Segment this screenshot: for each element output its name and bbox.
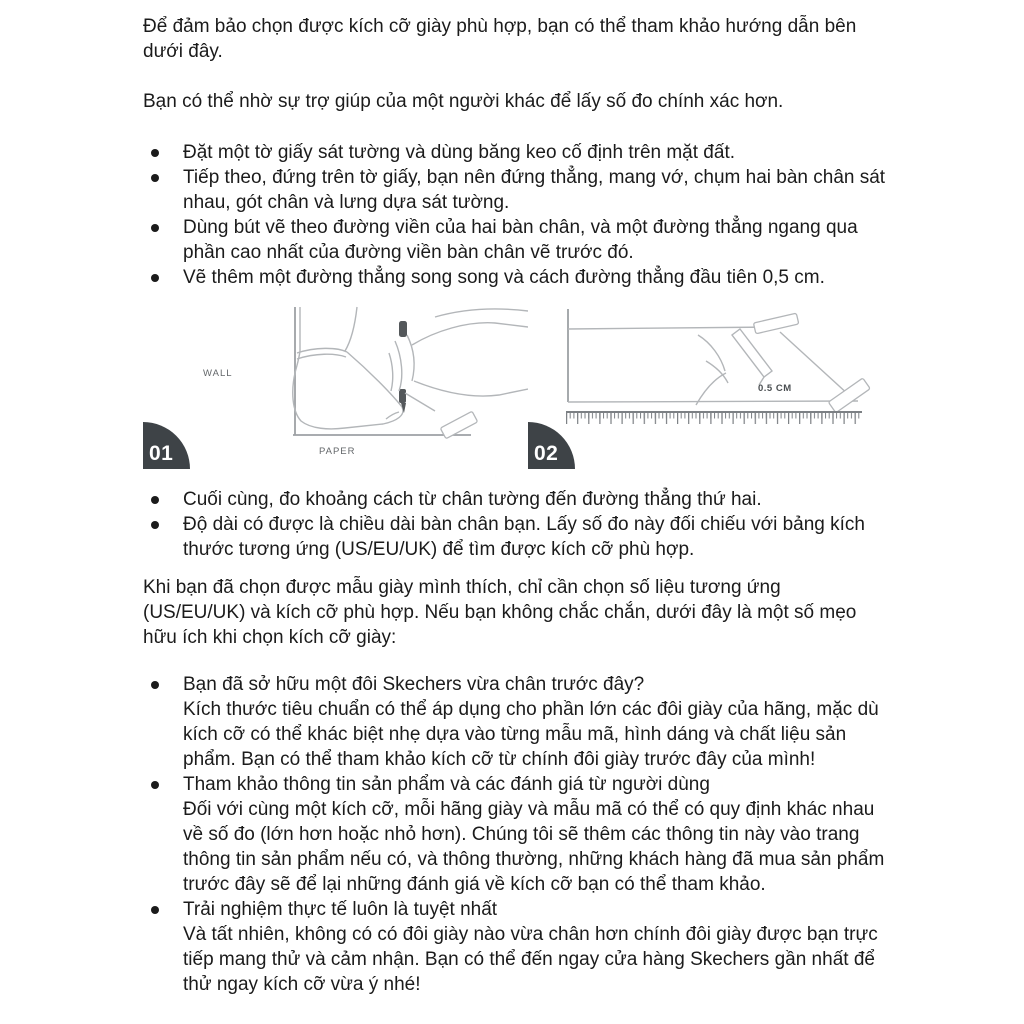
pen-icon [399,321,407,337]
bullet-icon [151,781,159,789]
bullet-icon [151,906,159,914]
tip-body: Kích thước tiêu chuẩn có thể áp dụng cho phần lớn các đôi giày của hãng, mặc dù kích cỡ có thể khác biệt nhẹ dựa vào từng mẫu mã, hình dáng và chất liệu sản phẩm. Bạn có thể tham khảo kích cỡ từ chính đôi giày trước đây của mình! [183,699,879,770]
step-text: Vẽ thêm một đường thẳng song song và cách đường thẳng đầu tiên 0,5 cm. [183,267,825,288]
step-item [143,265,888,290]
bullet-icon [151,224,159,232]
tip-title: Trải nghiệm thực tế luôn là tuyệt nhất [183,899,498,920]
results-list [143,487,888,562]
tip-title: Tham khảo thông tin sản phẩm và các đánh giá từ người dùng [183,774,710,795]
step-text: Dùng bút vẽ theo đường viền của hai bàn chân, và một đường thẳng ngang qua phần cao nhất của đường viền bàn chân vẽ trước đó. [183,217,858,263]
tip-body: Và tất nhiên, không có có đôi giày nào vừa chân hơn chính đôi giày được bạn trực tiếp mang thử và cảm nhận. Bạn có thể đến ngay cửa hàng Skechers gần nhất để thử ngay kích cỡ vừa ý nhé! [183,924,878,995]
tip-body: Đối với cùng một kích cỡ, mỗi hãng giày và mẫu mã có thể có quy định khác nhau về số đo (lớn hơn hoặc nhỏ hơn). Chúng tôi sẽ thêm các thông tin này vào trang thông tin sản phẩm nếu có, và thông thường, những khách hàng đã mua sản phẩm trước đây sẽ để lại những đánh giá về kích cỡ bạn có thể tham khảo. [183,799,885,895]
result-item [143,487,888,512]
result-text: Độ dài có được là chiều dài bàn chân bạn. Lấy số đo này đối chiếu với bảng kích thước tương ứng (US/EU/UK) để tìm được kích cỡ phù hợp. [183,514,865,560]
bullet-icon [151,496,159,504]
bullet-icon [151,521,159,529]
measure-label: 0.5 CM [758,383,792,394]
tip-item [143,672,888,772]
intro-paragraph-2: Bạn có thể nhờ sự trợ giúp của một người khác để lấy số đo chính xác hơn. [143,91,784,112]
step-text: Tiếp theo, đứng trên tờ giấy, bạn nên đứng thẳng, mang vớ, chụm hai bàn chân sát nhau, gót chân và lưng dựa sát tường. [183,167,886,213]
paper-label: PAPER [319,446,356,457]
bullet-icon [151,681,159,689]
result-item [143,512,888,562]
bullet-icon [151,274,159,282]
figure-02-illustration [528,301,903,471]
tip-item [143,772,888,897]
result-text: Cuối cùng, đo khoảng cách từ chân tường đến đường thẳng thứ hai. [183,489,762,510]
first-line [568,327,776,329]
tip-item [143,897,888,997]
figure-01-illustration [143,301,528,471]
pen-icon [732,329,772,377]
figure-number: 02 [534,442,559,465]
ruler-major-ticks [566,413,862,425]
illustrations-row [143,301,903,471]
step-item [143,165,888,215]
step-text: Đặt một tờ giấy sát tường và dùng băng keo cố định trên mặt đất. [183,142,736,163]
intro-paragraph-1: Để đảm bảo chọn được kích cỡ giày phù hợp, bạn có thể tham khảo hướng dẫn bên dưới đây. [143,16,857,62]
bullet-icon [151,174,159,182]
tape-icon [753,313,798,334]
step-item [143,140,888,165]
tape-icon [828,378,870,413]
second-line [568,401,858,402]
size-guide-document [143,0,903,997]
figure-02 [528,301,903,471]
bullet-icon [151,149,159,157]
step-item [143,215,888,265]
tip-title: Bạn đã sở hữu một đôi Skechers vừa chân trước đây? [183,674,645,695]
figure-number: 01 [149,442,174,465]
tips-list [143,672,888,997]
measuring-steps-list [143,140,888,290]
wall-label: WALL [203,368,233,379]
figure-01 [143,301,528,471]
tips-intro-paragraph: Khi bạn đã chọn được mẫu giày mình thích, chỉ cần chọn số liệu tương ứng (US/EU/UK) và kích cỡ phù hợp. Nếu bạn không chắc chắn, dưới đây là một số mẹo hữu ích khi chọn kích cỡ giày: [143,577,857,648]
